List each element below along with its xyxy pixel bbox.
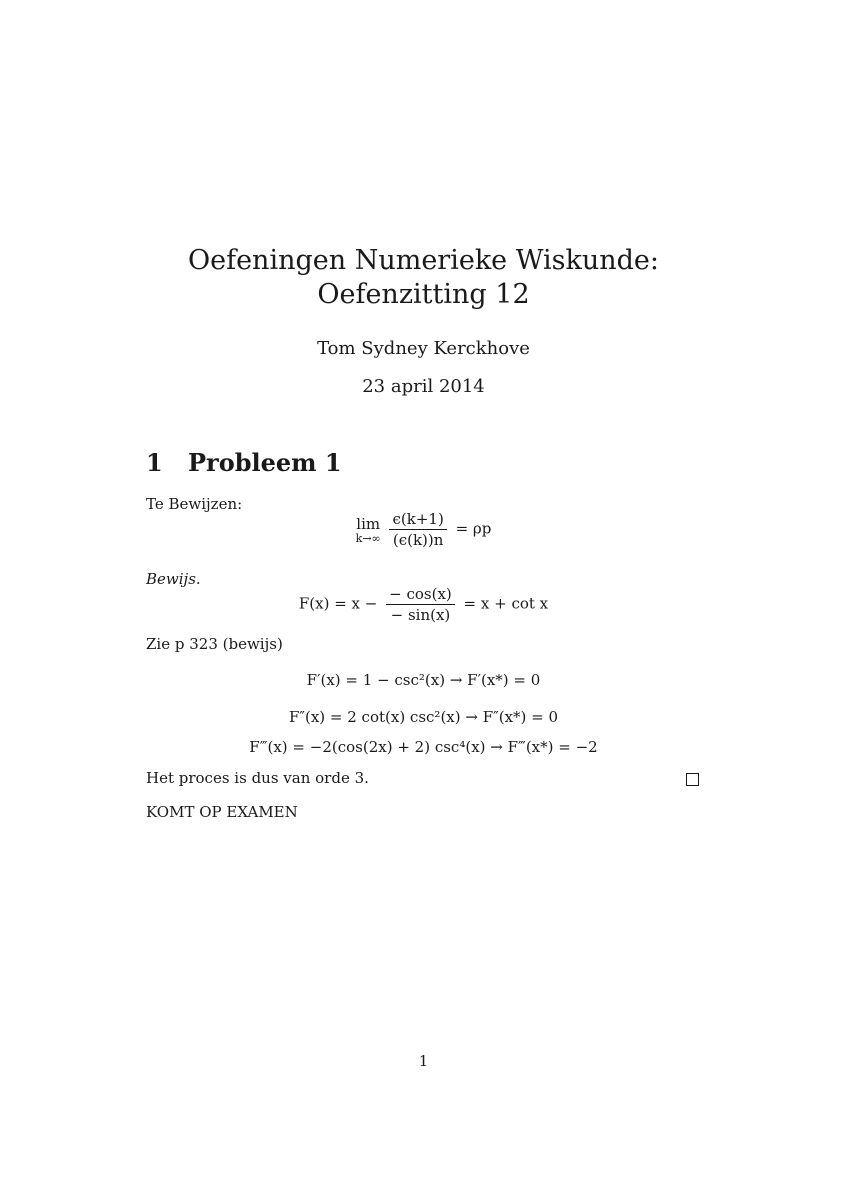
f3-equation: F‴(x) = −2(cos(2x) + 2) csc⁴(x) → F‴(x*) = −2	[249, 738, 598, 756]
limit-rhs: = ρp	[455, 519, 492, 538]
section-title: Probleem 1	[188, 448, 342, 477]
page-number: 1	[418, 1052, 429, 1070]
qed-box-icon	[686, 773, 699, 786]
document-title	[0, 244, 847, 312]
komt-op-examen-text: KOMT OP EXAMEN	[146, 803, 298, 821]
f1-equation: F′(x) = 1 − csc²(x) → F′(x*) = 0	[306, 671, 541, 689]
te-bewijzen-label: Te Bewijzen:	[146, 495, 243, 513]
f-denominator: − sin(x)	[390, 606, 451, 624]
title-line-1: Oefeningen Numerieke Wiskunde:	[187, 245, 660, 276]
limit-numerator: ϵ(k+1)	[389, 510, 446, 530]
section-number: 1	[146, 448, 163, 477]
limit-equation	[0, 510, 847, 549]
lim-subscript: k→∞	[355, 531, 381, 545]
limit-fraction	[389, 510, 446, 549]
author: Tom Sydney Kerckhove	[317, 338, 530, 359]
f-equation	[0, 585, 847, 624]
lim-text: lim	[356, 514, 381, 533]
f-numerator: − cos(x)	[386, 585, 455, 605]
date: 23 april 2014	[362, 376, 485, 397]
f-fraction	[386, 585, 455, 624]
f-lhs: F(x) = x −	[298, 594, 378, 613]
zie-text: Zie p 323 (bewijs)	[146, 635, 283, 653]
conclusion-text: Het proces is dus van orde 3.	[146, 769, 369, 787]
limit-denominator: (ϵ(k))n	[392, 531, 444, 549]
limit-operator	[356, 515, 381, 545]
f2-equation: F″(x) = 2 cot(x) csc²(x) → F″(x*) = 0	[288, 708, 559, 726]
f-rhs: = x + cot x	[463, 594, 549, 613]
section-heading	[146, 448, 342, 477]
bewijs-text: Bewijs.	[146, 570, 201, 588]
title-line-2: Oefenzitting 12	[317, 279, 530, 310]
